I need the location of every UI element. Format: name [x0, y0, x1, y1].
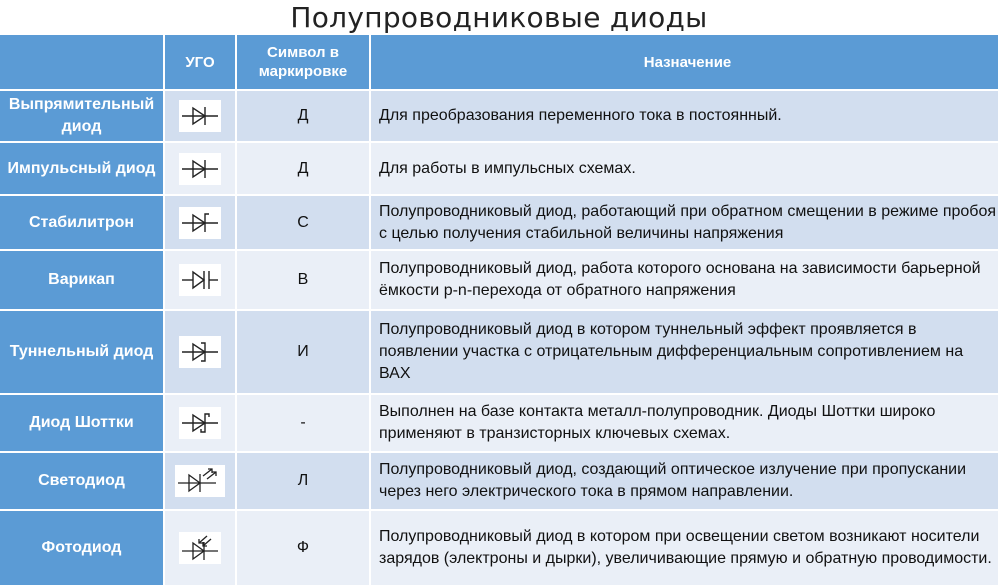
- row-symbol: [165, 196, 235, 249]
- varicap-icon: [179, 264, 221, 296]
- row-name: Светодиод: [0, 453, 163, 509]
- row-symbol: [165, 395, 235, 451]
- rectifier-diode-icon: [179, 100, 221, 132]
- header-ugo: УГО: [165, 35, 235, 89]
- row-symbol: [165, 511, 235, 585]
- row-name: Стабилитрон: [0, 196, 163, 249]
- row-name: Диод Шоттки: [0, 395, 163, 451]
- diodes-table: [0, 35, 998, 569]
- schottky-diode-icon: [179, 407, 221, 439]
- row-purpose: Полупроводниковый диод, работающий при обратном смещении в режиме пробоя с целью получения стабильной величины напряжения: [371, 196, 998, 249]
- row-marking: С: [237, 196, 369, 249]
- header-marking: Символ в маркировке: [237, 35, 369, 89]
- row-symbol: [165, 251, 235, 309]
- row-symbol: [165, 311, 235, 393]
- row-name: Туннельный диод: [0, 311, 163, 393]
- row-purpose: Для преобразования переменного тока в постоянный.: [371, 91, 998, 141]
- row-symbol: [165, 91, 235, 141]
- row-marking: Д: [237, 143, 369, 194]
- row-purpose: Для работы в импульсных схемах.: [371, 143, 998, 194]
- header-name: [0, 35, 163, 89]
- pulse-diode-icon: [179, 153, 221, 185]
- row-marking: -: [237, 395, 369, 451]
- row-marking: Л: [237, 453, 369, 509]
- row-marking: И: [237, 311, 369, 393]
- row-marking: Ф: [237, 511, 369, 585]
- row-name: Фотодиод: [0, 511, 163, 585]
- row-name: Выпрямительный диод: [0, 91, 163, 141]
- row-purpose: Полупроводниковый диод в котором туннельный эффект проявляется в появлении участка с отрицательным дифференциальным сопротивлением на ВАХ: [371, 311, 998, 393]
- tunnel-diode-icon: [179, 336, 221, 368]
- photodiode-icon: [179, 532, 221, 564]
- row-name: Варикап: [0, 251, 163, 309]
- row-marking: Д: [237, 91, 369, 141]
- row-purpose: Выполнен на базе контакта металл-полупроводник. Диоды Шоттки широко применяют в транзисторных ключевых схемах.: [371, 395, 998, 451]
- header-purpose: Назначение: [371, 35, 998, 89]
- row-marking: В: [237, 251, 369, 309]
- row-symbol: [165, 143, 235, 194]
- row-purpose: Полупроводниковый диод в котором при освещении светом возникают носители зарядов (электроны и дырки), увеличивающие прямую и обратную проводимости.: [371, 511, 998, 585]
- led-icon: [175, 465, 225, 497]
- row-symbol: [165, 453, 235, 509]
- row-purpose: Полупроводниковый диод, создающий оптическое излучение при пропускании через него электрического тока в прямом направлении.: [371, 453, 998, 509]
- zener-diode-icon: [179, 207, 221, 239]
- row-name: Импульсный диод: [0, 143, 163, 194]
- row-purpose: Полупроводниковый диод, работа которого основана на зависимости барьерной ёмкости p-n-перехода от обратного напряжения: [371, 251, 998, 309]
- page-title: Полупроводниковые диоды: [290, 1, 708, 34]
